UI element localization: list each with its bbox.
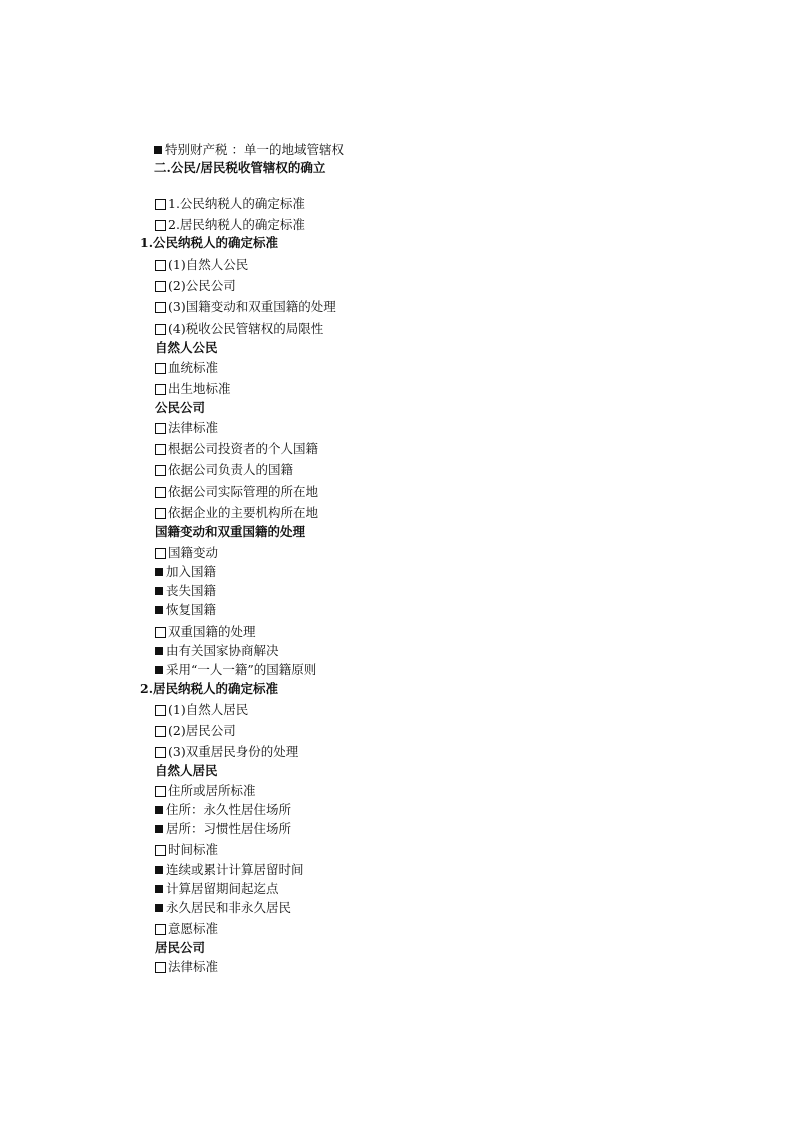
line-text: 法律标准	[168, 959, 219, 974]
list-item	[155, 217, 305, 233]
checkbox-square-icon	[155, 465, 166, 476]
checkbox-square-icon	[155, 845, 166, 856]
list-item	[155, 583, 216, 599]
list-item	[155, 321, 323, 337]
line-text: 1.公民纳税人的确定标准	[168, 196, 305, 211]
list-item	[155, 900, 291, 916]
section-heading	[140, 235, 278, 251]
section-heading	[155, 340, 218, 356]
line-text: 法律标准	[168, 420, 219, 435]
list-item	[155, 196, 305, 212]
list-item	[155, 624, 256, 640]
checkbox-square-icon	[155, 924, 166, 935]
line-text: 出生地标准	[168, 381, 231, 396]
checkbox-square-icon	[155, 508, 166, 519]
section-heading	[140, 681, 278, 697]
line-text: (1)自然人居民	[168, 702, 249, 717]
line-text: 丧失国籍	[166, 583, 217, 598]
filled-square-bullet-icon	[155, 606, 163, 614]
list-item	[155, 420, 218, 436]
list-item	[155, 462, 293, 478]
list-item	[155, 662, 316, 678]
line-text: 2.居民纳税人的确定标准	[168, 217, 305, 232]
line-text: 计算居留期间起迄点	[166, 881, 279, 896]
line-text: 时间标准	[168, 842, 219, 857]
checkbox-square-icon	[155, 260, 166, 271]
checkbox-square-icon	[155, 786, 166, 797]
list-item	[155, 842, 218, 858]
line-text: 恢复国籍	[166, 602, 217, 617]
list-item	[155, 862, 304, 878]
line-text: 自然人居民	[155, 763, 218, 778]
line-text: (2)公民公司	[168, 278, 236, 293]
checkbox-square-icon	[155, 384, 166, 395]
line-text: 国籍变动	[168, 545, 219, 560]
filled-square-bullet-icon	[155, 666, 163, 674]
list-item	[155, 702, 248, 718]
section-heading	[155, 400, 205, 416]
list-item	[155, 723, 236, 739]
line-text: 依据公司负责人的国籍	[168, 462, 294, 477]
checkbox-square-icon	[155, 962, 166, 973]
list-item	[155, 959, 218, 975]
line-text: 由有关国家协商解决	[166, 643, 279, 658]
checkbox-square-icon	[155, 281, 166, 292]
list-item	[155, 441, 318, 457]
section-heading	[155, 763, 218, 779]
filled-square-bullet-icon	[155, 806, 163, 814]
line-text: 加入国籍	[166, 564, 217, 579]
list-item	[155, 360, 218, 376]
checkbox-square-icon	[155, 726, 166, 737]
list-item	[155, 744, 298, 760]
list-item	[155, 602, 216, 618]
line-text: 居所：习惯性居住场所	[166, 821, 292, 836]
checkbox-square-icon	[155, 324, 166, 335]
filled-square-bullet-icon	[155, 587, 163, 595]
line-text: 血统标准	[168, 360, 219, 375]
list-item	[155, 564, 216, 580]
line-text: (1)自然人公民	[168, 257, 249, 272]
list-item	[155, 881, 279, 897]
line-text: (4)税收公民管辖权的局限性	[168, 321, 324, 336]
checkbox-square-icon	[155, 548, 166, 559]
line-text: 连续或累计计算居留时间	[166, 862, 304, 877]
line-text: (3)国籍变动和双重国籍的处理	[168, 299, 336, 314]
list-item	[155, 299, 336, 315]
checkbox-square-icon	[155, 220, 166, 231]
section-heading	[155, 524, 305, 540]
line-text: 2.居民纳税人的确定标准	[140, 681, 279, 696]
line-text: 二.公民/居民税收管辖权的确立	[154, 160, 326, 175]
line-text: (3)双重居民身份的处理	[168, 744, 299, 759]
line-text: 双重国籍的处理	[168, 624, 256, 639]
line-text: 采用“一人一籍”的国籍原则	[166, 662, 317, 677]
checkbox-square-icon	[155, 363, 166, 374]
list-item	[155, 921, 218, 937]
list-item	[155, 545, 218, 561]
list-item	[155, 821, 291, 837]
line-text: 根据公司投资者的个人国籍	[168, 441, 319, 456]
line-text: 特别财产税 ：单一的地域管辖权	[165, 142, 344, 157]
checkbox-square-icon	[155, 487, 166, 498]
line-text: (2)居民公司	[168, 723, 236, 738]
line-text: 公民公司	[155, 400, 206, 415]
filled-square-bullet-icon	[155, 647, 163, 655]
line-text: 永久居民和非永久居民	[166, 900, 292, 915]
line-text: 居民公司	[155, 940, 206, 955]
checkbox-square-icon	[155, 302, 166, 313]
checkbox-square-icon	[155, 444, 166, 455]
checkbox-square-icon	[155, 705, 166, 716]
list-item	[155, 484, 318, 500]
checkbox-square-icon	[155, 627, 166, 638]
list-item	[154, 142, 344, 158]
filled-square-bullet-icon	[154, 146, 162, 154]
filled-square-bullet-icon	[155, 885, 163, 893]
filled-square-bullet-icon	[155, 825, 163, 833]
line-text: 依据企业的主要机构所在地	[168, 505, 319, 520]
line-text: 依据公司实际管理的所在地	[168, 484, 319, 499]
line-text: 住所或居所标准	[168, 783, 256, 798]
line-text: 意愿标准	[168, 921, 219, 936]
list-item	[155, 505, 318, 521]
list-item	[155, 643, 279, 659]
list-item	[155, 802, 291, 818]
line-text: 1.公民纳税人的确定标准	[140, 235, 279, 250]
checkbox-square-icon	[155, 747, 166, 758]
filled-square-bullet-icon	[155, 866, 163, 874]
checkbox-square-icon	[155, 199, 166, 210]
list-item	[155, 381, 231, 397]
section-heading	[155, 940, 205, 956]
list-item	[155, 257, 248, 273]
filled-square-bullet-icon	[155, 568, 163, 576]
line-text: 国籍变动和双重国籍的处理	[155, 524, 306, 539]
section-heading	[154, 160, 325, 176]
checkbox-square-icon	[155, 423, 166, 434]
line-text: 自然人公民	[155, 340, 218, 355]
list-item	[155, 278, 236, 294]
line-text: 住所：永久性居住场所	[166, 802, 292, 817]
list-item	[155, 783, 256, 799]
filled-square-bullet-icon	[155, 904, 163, 912]
